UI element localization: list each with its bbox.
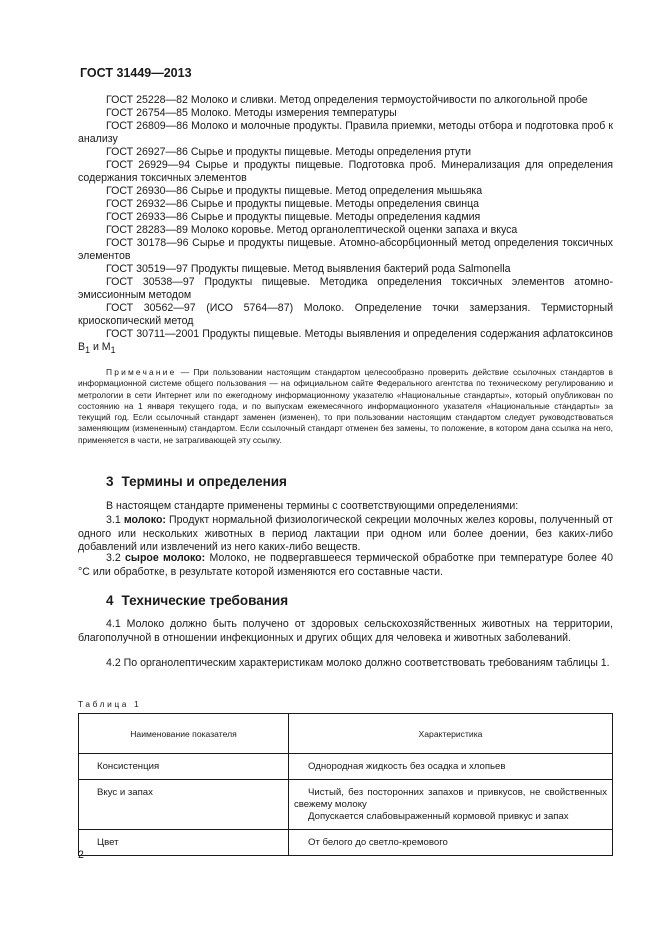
reference-code: ГОСТ 26930—86 [106, 185, 188, 197]
reference-code: ГОСТ 30519—97 [106, 263, 188, 275]
column-header: Характеристика [289, 714, 613, 754]
reference-title: Продукты пищевые. Методы выявления и определения содержания афлатоксинов B [78, 328, 613, 353]
reference-title: Молоко. Определение точки замерзания. Термисторный криоскопический метод [78, 302, 613, 327]
reference-item [78, 276, 613, 302]
reference-title: Сырье и продукты пищевые. Подготовка проб. Минерализация для определения содержания токсичных элементов [78, 159, 613, 184]
reference-item [78, 185, 613, 198]
section-number: 4 [106, 593, 114, 608]
reference-code: ГОСТ 30538—97 [106, 276, 195, 288]
reference-item [78, 328, 613, 357]
reference-code: ГОСТ 26932—86 [106, 198, 188, 210]
table-row [79, 830, 613, 856]
references-list [78, 94, 613, 357]
reference-item [78, 211, 613, 224]
reference-code: ГОСТ 26809—86 [106, 120, 189, 132]
reference-code: ГОСТ 28283—89 [106, 224, 188, 236]
reference-item [78, 146, 613, 159]
value-line: Чистый, без посторонних запахов и привкусов, не свойственных свежему молоку [294, 787, 607, 810]
value-line: Однородная жидкость без осадка и хлопьев [308, 761, 506, 772]
note-block [78, 367, 613, 446]
term-definition-milk [78, 514, 613, 555]
reference-item [78, 198, 613, 211]
subscript: 1 [110, 345, 116, 356]
reference-title: Сырье и продукты пищевые. Метод определения мышьяка [190, 185, 483, 197]
reference-title: Молоко и молочные продукты. Правила приемки, методы отбора и подготовка проб к анализу [78, 120, 613, 145]
reference-item [78, 120, 613, 146]
reference-title: Сырье и продукты пищевые. Методы определения кадмия [190, 211, 481, 223]
reference-code: ГОСТ 25228—82 [106, 94, 188, 106]
term-number: 3.1 [106, 514, 121, 526]
reference-title: Продукты пищевые. Метод выявления бактерий рода Salmonella [190, 263, 511, 275]
term-text: Продукт нормальной физиологической секреции молочных желез коровы, полученный от одного или нескольких животных в период лактации при одном или более доении, без каких-либо добавлений или извлечений из него каких-либо веществ. [78, 514, 613, 553]
reference-code: ГОСТ 26933—86 [106, 211, 188, 223]
table-cell-name: Вкус и запах [79, 780, 289, 830]
reference-code: ГОСТ 30711—2001 [106, 328, 200, 340]
reference-title-cont: и M [90, 341, 111, 353]
term-text: Молоко, не подвергавшееся термической обработке при температуре более 40 °С или обработке, в результате которой изменяются его составные части. [78, 552, 613, 578]
reference-item [78, 159, 613, 185]
reference-title: Сырье и продукты пищевые. Атомно-абсорбционный метод определения токсичных элементов [78, 237, 613, 262]
reference-code: ГОСТ 26929—94 [106, 159, 191, 171]
document-header: ГОСТ 31449—2013 [80, 66, 192, 80]
reference-title: Продукты пищевые. Методика определения токсичных элементов атомно-эмиссионным методом [78, 276, 613, 301]
reference-item [78, 263, 613, 276]
reference-title: Сырье и продукты пищевые. Методы определения ртути [190, 146, 472, 158]
requirement-4-2: 4.2 По органолептическим характеристикам молоко должно соответствовать требованиям таблицы 1. [106, 657, 610, 669]
table-caption: Таблица 1 [78, 699, 142, 709]
reference-code: ГОСТ 26754—85 [106, 107, 188, 119]
reference-code: ГОСТ 26927—86 [106, 146, 188, 158]
reference-code: ГОСТ 30562—97 (ИСО 5764—87) [106, 302, 294, 314]
section-3-heading [106, 474, 287, 489]
column-header: Наименование показателя [79, 714, 289, 754]
reference-item [78, 107, 613, 120]
table-row [79, 780, 613, 830]
table-cell-value [289, 754, 613, 780]
note-text: — При пользовании настоящим стандартом целесообразно проверить действие ссылочных стандартов в информационной системе общего пользования — на официальном сайте Федерального агентства по техническому регулированию и метрологии в сети Интернет или по ежегодному информационному указателю «Национальные стандарты», который опубликован по состоянию на 1 января текущего года, и по выпускам ежемесячного информационного указателя «Национальные стандарты» за текущий год. Если ссылочный стандарт заменен (изменен), то при пользовании настоящим стандартом следует руководствоваться заменяющим (измененным) стандартом. Если ссылочный стандарт отменен без замены, то положение, в котором дана ссылка на него, применяется в части, не затрагивающей эту ссылку. [78, 367, 614, 445]
reference-item [78, 224, 613, 237]
value-line: От белого до светло-кремового [308, 837, 448, 848]
table-header-row [79, 714, 613, 754]
reference-item [78, 302, 613, 328]
term: сырое молоко: [125, 552, 206, 564]
value-line: Допускается слабовыраженный кормовой привкус и запах [308, 811, 569, 822]
table-cell-name: Консистенция [79, 754, 289, 780]
reference-item [78, 94, 613, 107]
reference-code: ГОСТ 30178—96 [106, 237, 189, 249]
term-definition-raw-milk [78, 552, 613, 579]
section-title: Термины и определения [121, 474, 287, 489]
table-cell-name: Цвет [79, 830, 289, 856]
reference-item [78, 237, 613, 263]
section-number: 3 [106, 474, 114, 489]
table-cell-value [289, 830, 613, 856]
term: молоко: [123, 514, 166, 526]
term-number: 3.2 [106, 552, 121, 564]
reference-title: Молоко и сливки. Метод определения термоустойчивости по алкогольной пробе [190, 94, 588, 106]
section-4-heading [106, 593, 288, 608]
section-title: Технические требования [121, 593, 289, 608]
reference-title: Сырье и продукты пищевые. Методы определения свинца [190, 198, 480, 210]
table-cell-value [289, 780, 613, 830]
reference-title: Молоко. Методы измерения температуры [190, 107, 397, 119]
section-3-intro: В настоящем стандарте применены термины с соответствующими определениями: [106, 500, 519, 512]
note-label: Примечание [106, 367, 177, 377]
table-row [79, 754, 613, 780]
subscript: 1 [85, 345, 90, 356]
page-number: 2 [78, 849, 84, 861]
organoleptic-table [78, 713, 613, 856]
requirement-4-1: 4.1 Молоко должно быть получено от здоровых сельскохозяйственных животных на территории, благополучной в отношении инфекционных и других общих для человека и животных заболеваний. [78, 618, 613, 644]
reference-title: Молоко коровье. Метод органолептической оценки запаха и вкуса [190, 224, 518, 236]
